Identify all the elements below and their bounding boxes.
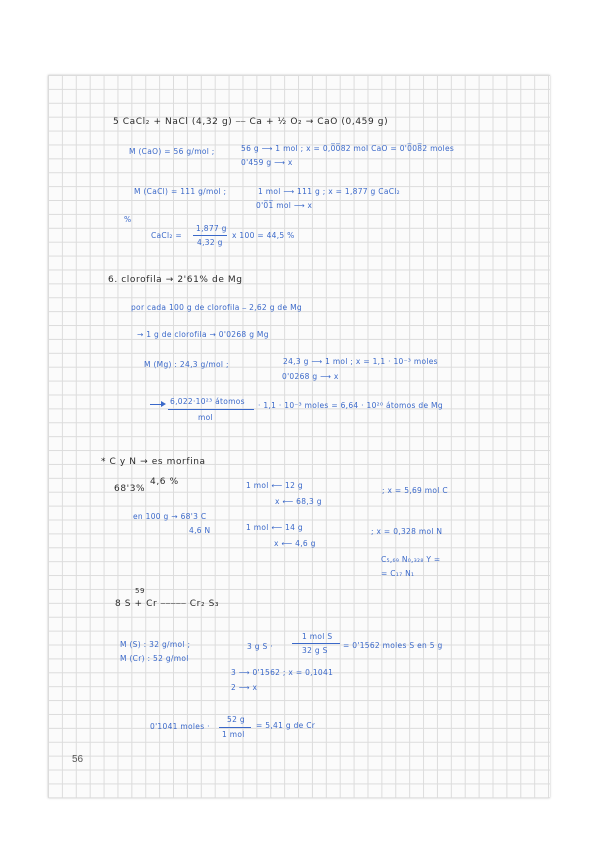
p6-result: · 1,1 · 10⁻³ moles = 6,64 · 10²⁰ átomos de Mg — [258, 401, 443, 410]
p5-percent-sign: % — [124, 215, 132, 224]
p7-c-rule-line1: 1 mol ⟵ 12 g — [246, 481, 303, 490]
p7-percent-c: 68'3% — [114, 484, 146, 494]
p8-molar-mass-cr: M (Cr) : 52 g/mol — [120, 654, 189, 663]
p5-molar-mass-cao: M (CaO) = 56 g/mol ; — [129, 147, 215, 156]
p7-formula-line2: = C₁₇ N₁ — [381, 569, 415, 578]
p8-ratio-line2: 2 ⟶ x — [231, 683, 258, 692]
p8-ratio-line1: 3 ⟶ 0'1562 ; x = 0,1041 — [231, 668, 334, 677]
p6-implies-arrow-icon — [150, 404, 164, 405]
p8-final-denominator: 1 mol — [222, 730, 245, 739]
p8-s-fraction-bar — [292, 643, 340, 644]
p7-n-rule-line1: 1 mol ⟵ 14 g — [246, 523, 303, 532]
p8-final-prefix: 0'1041 moles · — [150, 722, 210, 731]
p7-percent-n: 4,6 % — [150, 477, 179, 487]
page-number: 56 — [72, 754, 84, 765]
p6-rule-line2: 0'0268 g ⟶ x — [282, 372, 339, 381]
p6-rule-line1: 24,3 g ⟶ 1 mol ; x = 1,1 · 10⁻³ moles — [283, 357, 438, 366]
p6-header: 6. clorofila → 2'61% de Mg — [108, 275, 243, 285]
p6-avogadro-bar — [168, 409, 254, 410]
p5-rule-line2: 0'459 g ⟶ x — [241, 158, 293, 167]
p5-rule2-line2: 0'0̅1̅ mol ⟶ x — [256, 201, 313, 210]
p8-s-text: 3 g S · — [247, 642, 273, 651]
p7-n-result: ; x = 0,328 mol N — [371, 527, 443, 536]
p5-fraction-denominator: 4,32 g — [197, 238, 223, 247]
p8-final-numerator: 52 g — [227, 715, 245, 724]
p7-basis-line1: en 100 g → 68'3 C — [133, 512, 207, 521]
p5-rule2-line1: 1 mol ⟶ 111 g ; x = 1,877 g CaCl₂ — [258, 187, 400, 196]
notebook-page — [48, 75, 550, 798]
p6-molar-mass-mg: M (Mg) : 24,3 g/mol ; — [144, 360, 229, 369]
p7-c-result: ; x = 5,69 mol C — [382, 486, 448, 495]
p8-superscript: 59 — [135, 587, 146, 595]
p6-avogadro-numerator: 6,022·10²³ átomos — [170, 397, 245, 406]
p7-c-rule-line2: x ⟵ 68,3 g — [275, 497, 322, 506]
p8-final-result: = 5,41 g de Cr — [256, 721, 316, 730]
p8-s-result: = 0'1562 moles S en 5 g — [343, 641, 443, 650]
p8-final-fraction-bar — [219, 727, 251, 728]
p7-formula-line1: C₅,₆₉ N₀,₃₂₈ Y = — [381, 555, 441, 564]
p7-n-rule-line2: x ⟵ 4,6 g — [274, 539, 316, 548]
p7-header: * C y N → es morfina — [101, 457, 206, 467]
p5-fraction-numerator: 1,877 g — [196, 224, 227, 233]
p6-line2: → 1 g de clorofila → 0'0268 g Mg — [137, 330, 269, 339]
p5-fraction-bar — [193, 235, 227, 236]
p8-header: 8 S + Cr ⎯⎯⎯⎯⎯ Cr₂ S₃ — [115, 599, 220, 609]
p5-rule-line1: 56 g ⟶ 1 mol ; x = 0,0̅0̅82 mol CaO = 0'0̅08̅2 moles — [241, 144, 455, 153]
p8-molar-mass-s: M (S) : 32 g/mol ; — [120, 640, 191, 649]
p5-molar-mass-cacl: M (CaCl) = 111 g/mol ; — [134, 187, 227, 196]
p5-fraction-label: CaCl₂ = — [151, 231, 182, 240]
p7-basis-line2: 4,6 N — [189, 526, 211, 535]
p5-fraction-result: x 100 = 44,5 % — [232, 231, 295, 240]
p6-avogadro-denominator: mol — [198, 413, 213, 422]
p8-s-denominator: 32 g S — [302, 646, 328, 655]
p5-header: 5 CaCl₂ + NaCl (4,32 g) ⎯⎯ Ca + ½ O₂ → CaO (0,459 g) — [113, 117, 389, 127]
p8-s-numerator: 1 mol S — [302, 632, 333, 641]
p6-line1: por cada 100 g de clorofila ⎯ 2,62 g de Mg — [131, 303, 302, 312]
